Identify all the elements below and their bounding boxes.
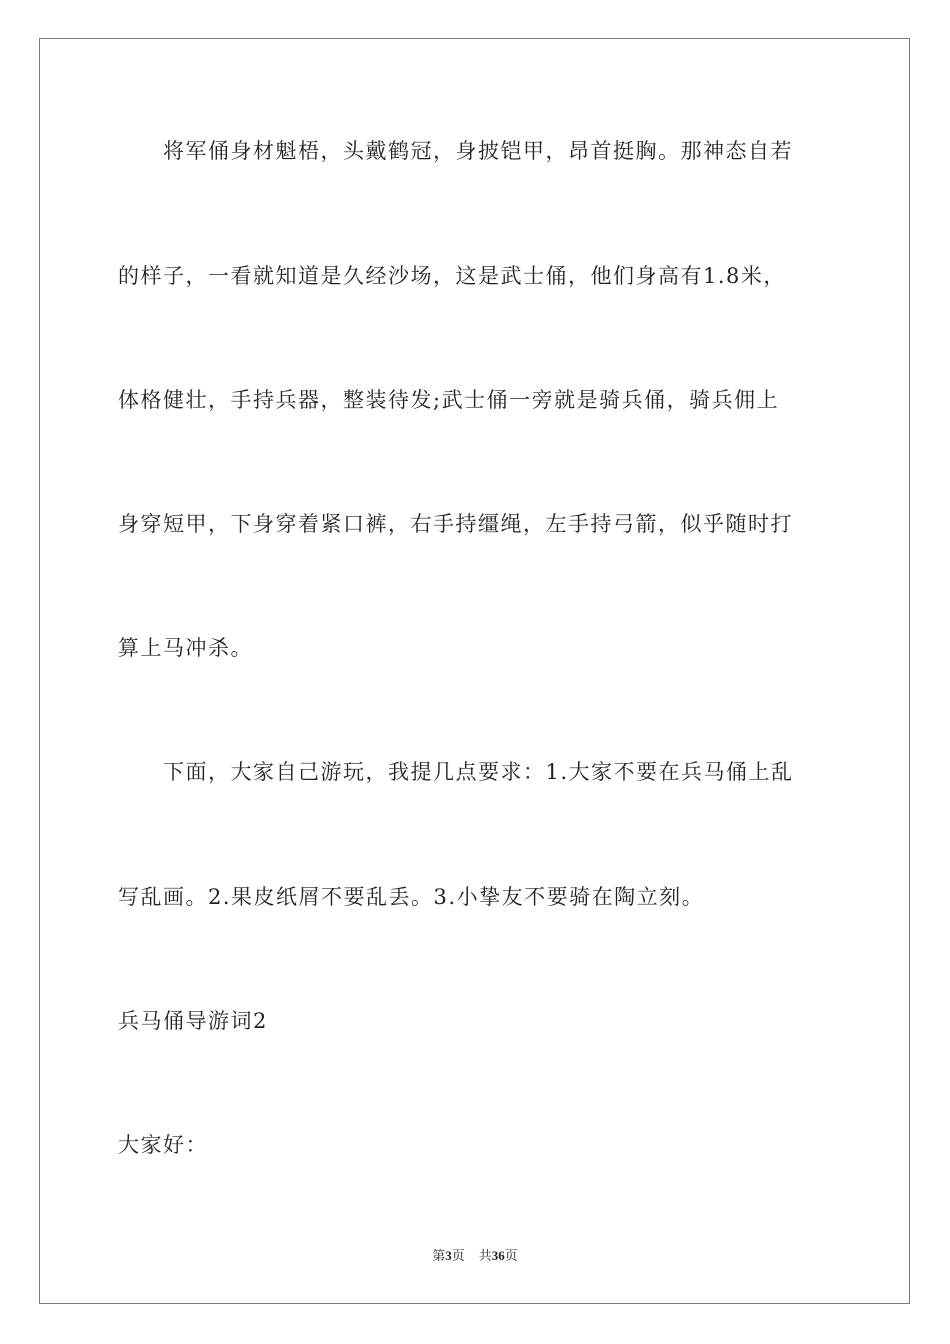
section-heading: 兵马俑导游词2 xyxy=(118,1009,268,1033)
total-pages: 36 xyxy=(491,1248,505,1263)
page-prefix: 第 xyxy=(432,1248,446,1263)
page-number: 3 xyxy=(445,1248,452,1263)
paragraph-line: 写乱画。2.果皮纸屑不要乱丢。3.小挚友不要骑在陶立刻。 xyxy=(118,885,705,909)
total-suffix: 页 xyxy=(504,1248,518,1263)
paragraph-line: 下面，大家自己游玩，我提几点要求：1.大家不要在兵马俑上乱 xyxy=(163,760,794,784)
paragraph-line: 体格健壮，手持兵器，整装待发;武士俑一旁就是骑兵俑，骑兵佣上 xyxy=(118,388,780,412)
page-frame xyxy=(39,38,910,1304)
page-suffix: 页 xyxy=(451,1248,465,1263)
paragraph-line: 将军俑身材魁梧，头戴鹤冠，身披铠甲，昂首挺胸。那神态自若 xyxy=(163,139,793,163)
paragraph-line: 的样子，一看就知道是久经沙场，这是武士俑，他们身高有1.8米， xyxy=(118,264,786,288)
greeting-line: 大家好： xyxy=(118,1133,208,1157)
paragraph-line: 身穿短甲，下身穿着紧口裤，右手持缰绳，左手持弓箭，似乎随时打 xyxy=(118,512,793,536)
page-footer xyxy=(0,1247,950,1265)
total-prefix: 共 xyxy=(478,1248,492,1263)
paragraph-line: 算上马冲杀。 xyxy=(118,636,253,660)
